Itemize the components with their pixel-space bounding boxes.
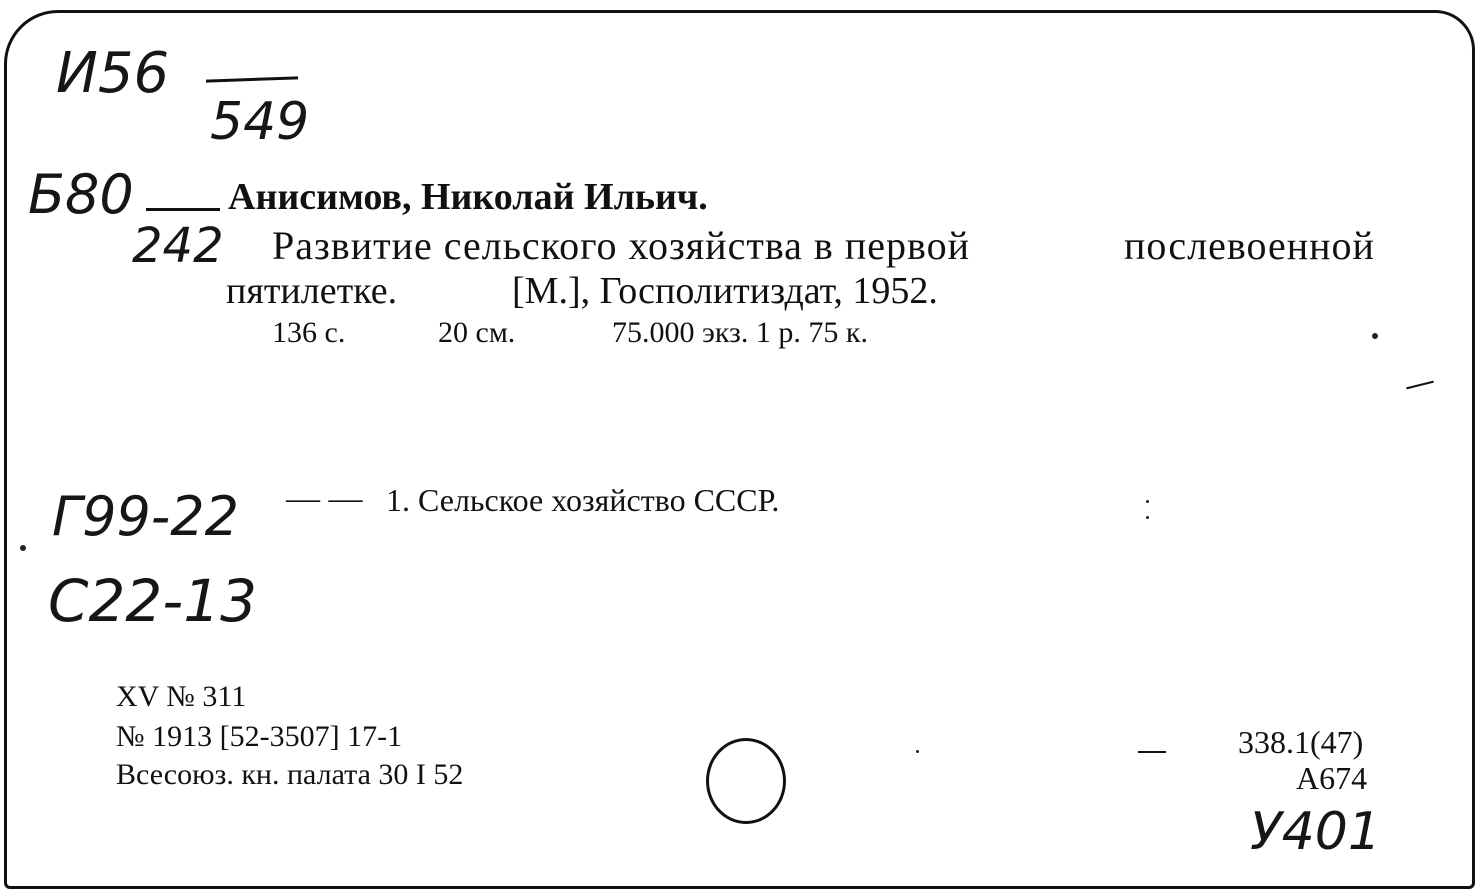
imprint: [М.], Госполитиздат, 1952. xyxy=(512,270,938,312)
handwritten-class-code-1: Г99-22 xyxy=(52,485,239,548)
scan-mark xyxy=(1138,751,1166,753)
title-line-1-end: послевоенной xyxy=(1124,223,1375,268)
handwritten-shelf-number: 549 xyxy=(210,92,310,152)
scan-speck xyxy=(20,545,26,551)
handwritten-call-prefix: Б80 xyxy=(28,163,134,226)
handwritten-call-number: 242 xyxy=(132,218,224,274)
publisher-date: Всесоюз. кн. палата 30 I 52 xyxy=(116,758,464,791)
scan-speck xyxy=(1372,333,1378,339)
title-line-1: Развитие сельского хозяйства в первой xyxy=(272,223,970,268)
subject-dashes: — — xyxy=(286,480,363,517)
pages: 136 с. xyxy=(272,316,346,349)
series-number: XV № 311 xyxy=(116,680,247,713)
size: 20 см. xyxy=(438,316,516,349)
title-line-2: пятилетке. xyxy=(226,270,398,312)
author-heading: Анисимов, Николай Ильич. xyxy=(228,176,708,218)
scan-speck xyxy=(1146,500,1149,503)
print-run-price: 75.000 экз. 1 р. 75 к. xyxy=(612,316,868,349)
subject-heading: 1. Сельское хозяйство СССР. xyxy=(386,482,780,518)
scan-speck xyxy=(916,750,919,753)
author-mark: А674 xyxy=(1296,760,1368,796)
call-prefix-dash xyxy=(146,208,220,211)
record-number: № 1913 [52-3507] 17-1 xyxy=(116,720,403,753)
card-punch-hole xyxy=(706,738,786,824)
handwritten-class-code-2: С22-13 xyxy=(48,567,258,635)
udc-code: 338.1(47) xyxy=(1238,724,1364,760)
handwritten-inventory-number: У401 xyxy=(1250,802,1381,862)
scan-speck xyxy=(1146,516,1149,519)
handwritten-shelf-mark: И56 xyxy=(56,41,170,106)
